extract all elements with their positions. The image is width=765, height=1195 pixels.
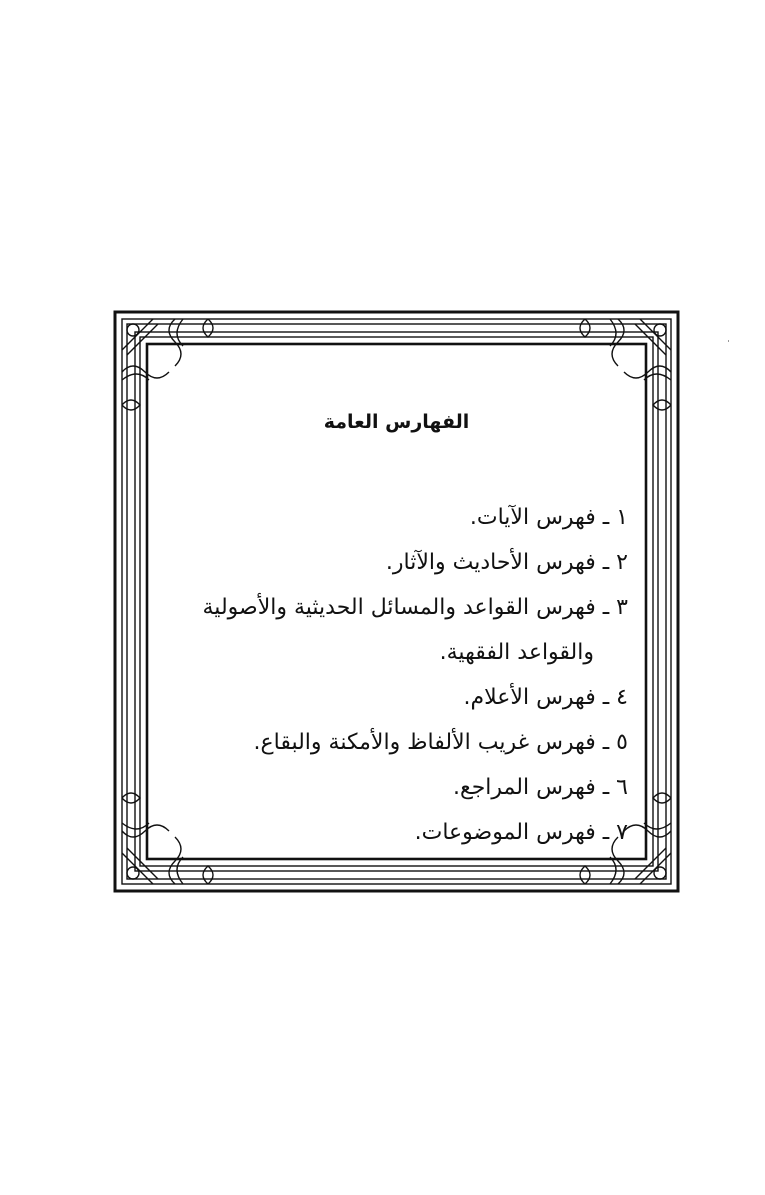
index-page-content [148,345,645,858]
item-number: ٣ [616,595,628,620]
item-number: ٢ [616,550,628,575]
item-text-continuation: والقواعد الفقهية. [439,640,594,665]
item-text: ـ فهرس القواعد والمسائل الحديثية والأصولية [202,595,610,620]
item-text: ـ فهرس الأعلام. [463,685,610,710]
item-text: ـ فهرس الموضوعات. [414,820,610,845]
list-item [148,765,628,810]
list-item [148,675,628,720]
list-item [148,585,628,675]
item-number: ٦ [616,775,628,800]
item-text: ـ فهرس الآيات. [469,505,610,530]
item-number: ٤ [616,685,628,710]
item-number: ٥ [616,730,628,755]
list-item [148,495,628,540]
item-number: ١ [616,505,628,530]
item-text: ـ فهرس الأحاديث والآثار. [385,550,610,575]
list-item [148,540,628,585]
item-text: ـ فهرس المراجع. [453,775,610,800]
margin-mark [728,340,729,342]
list-item [148,810,628,855]
index-list [148,495,628,855]
item-text: ـ فهرس غريب الألفاظ والأمكنة والبقاع. [253,730,610,755]
item-number: ٧ [616,820,628,845]
list-item [148,720,628,765]
page-title: الفهارس العامة [323,411,470,433]
